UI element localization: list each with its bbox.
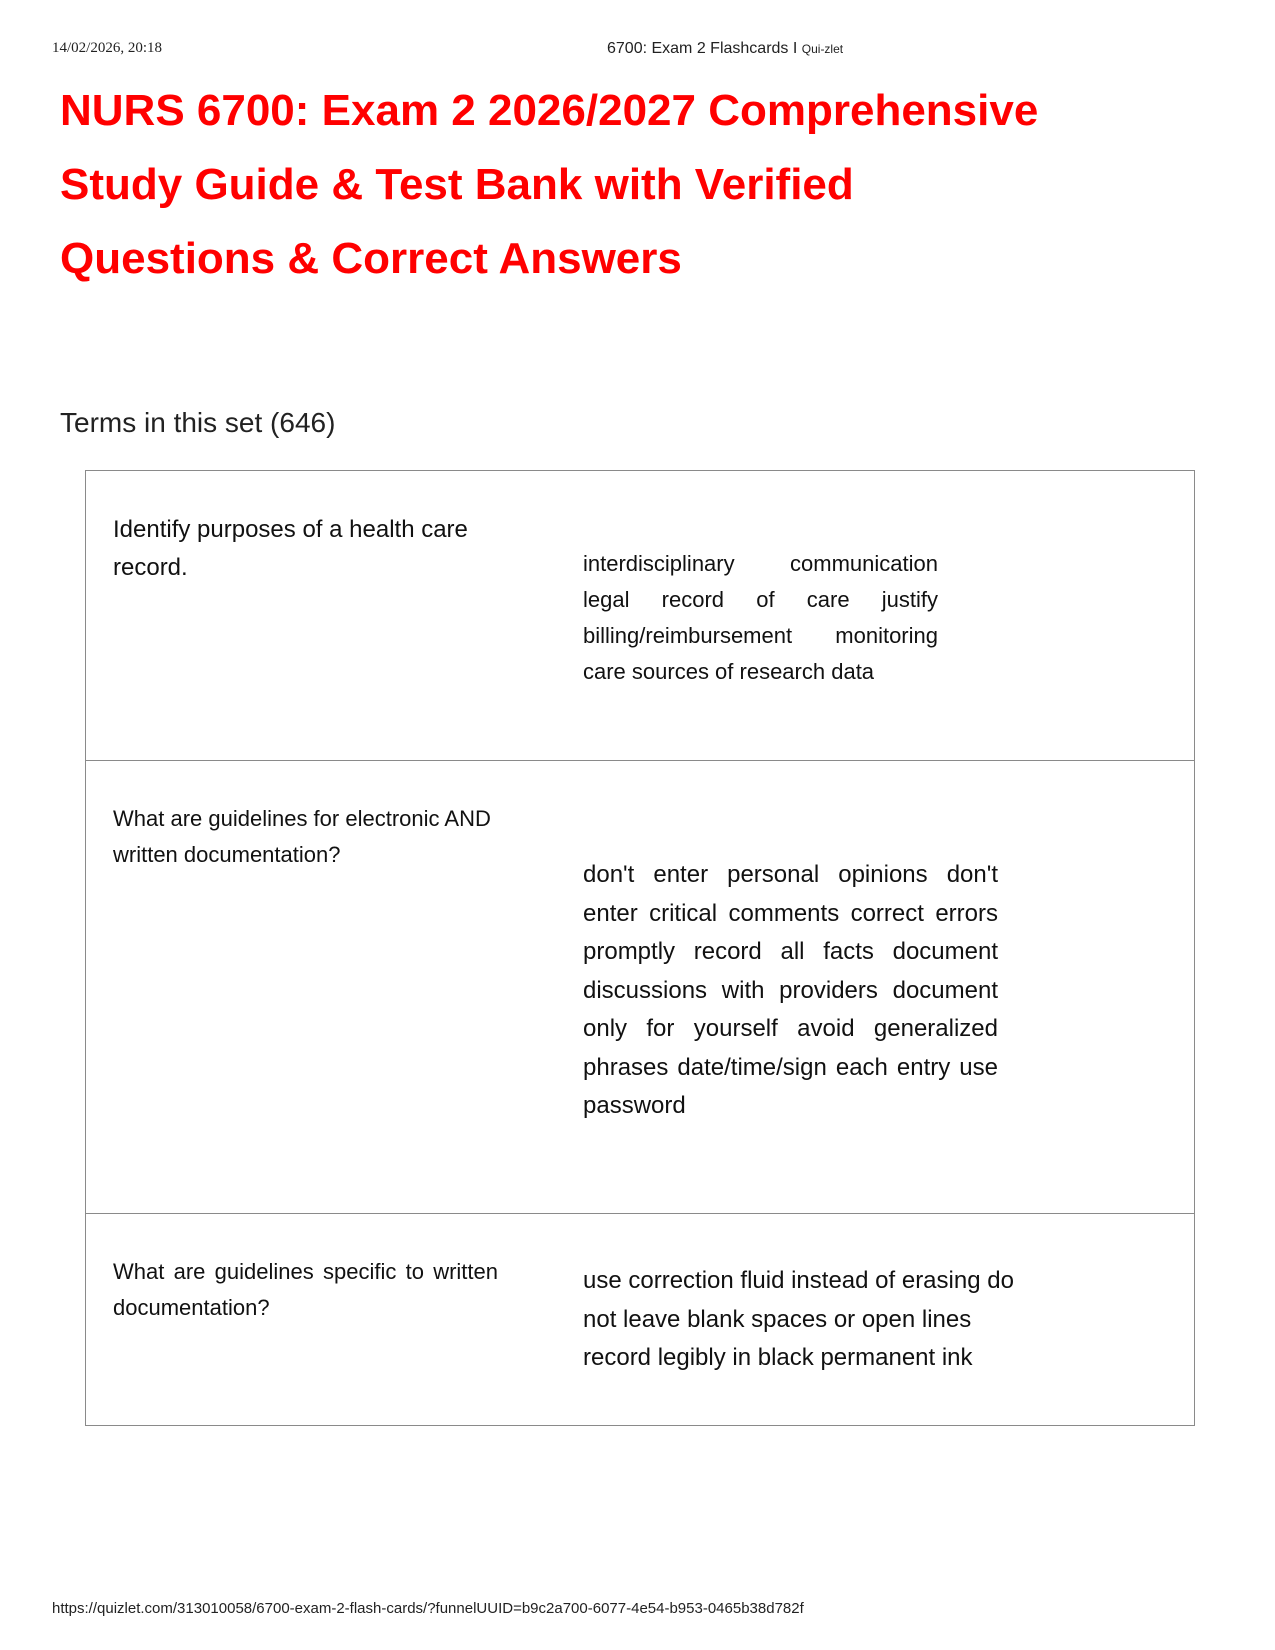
print-datetime: 14/02/2026, 20:18 [52,40,163,56]
flashcard-definition: don't enter personal opinions don't enter critical comments correct errors promptly record all facts document discussions with providers document only for yourself avoid generalized phrases date/time/sign each entry use password [583,861,998,1119]
print-page-title [607,40,843,58]
flashcard-term: What are guidelines specific to written documentation? [113,1259,498,1320]
print-title-separator: I [788,40,802,57]
print-site-name: Qui-zlet [801,42,844,56]
flashcard-row [86,471,1194,761]
flashcard-definition: use correction fluid instead of erasing do not leave blank spaces or open lines record legibly in black permanent ink [583,1267,1014,1371]
flashcard-term: Identify purposes of a health care record. [113,516,468,581]
flashcard-table [85,470,1195,1426]
print-footer-url: https://quizlet.com/313010058/6700-exam-2-flash-cards/?funnelUUID=b9c2a700-6077-4e54-b953-0465b38d782f [52,1600,804,1617]
document-title: NURS 6700: Exam 2 2026/2027 Comprehensive Study Guide & Test Bank with Verified Questions & Correct Answers [60,86,1039,283]
flashcard-row [86,761,1194,1214]
flashcard-definition: interdisciplinary communication legal record of care justify billing/reimbursement monitoring care sources of research data [583,551,938,684]
flashcard-term: What are guidelines for electronic AND written documentation? [113,806,491,867]
flashcard-row [86,1214,1194,1425]
terms-count-label: Terms in this set (646) [60,407,336,438]
print-page-title-text: 6700: Exam 2 Flashcards [607,40,789,57]
